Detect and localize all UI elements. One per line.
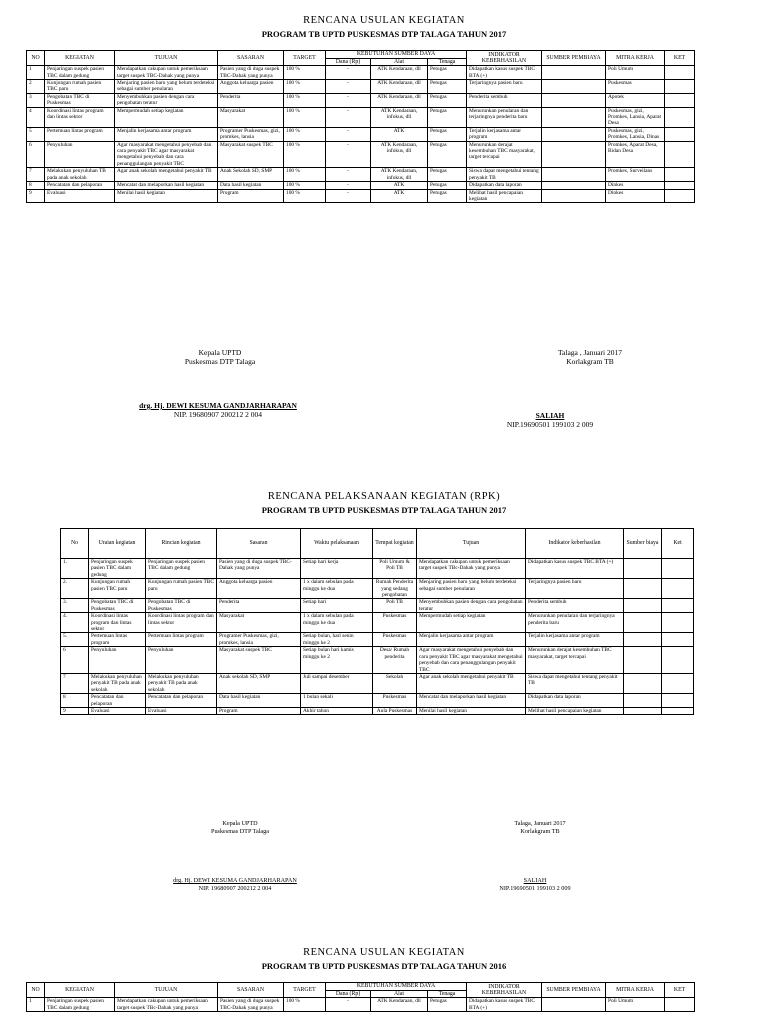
cell-dana: - <box>326 93 371 107</box>
doc1-subtitle: PROGRAM TB UPTD PUSKESMAS DTP TALAGA TAHUN 2017 <box>261 29 507 39</box>
cell-sasaran: Pasien yang di duga suspek TBC-Dahak yang punya <box>217 559 301 579</box>
cell-tujuan: Mendapatkan cakupan untuk pemeriksaan target suspek TBc-Dahak yang punya <box>417 559 526 579</box>
table-row <box>27 93 695 107</box>
cell-tujuan: Agar masyarakat mengetahui penyebab dan cara penyakit TBC agar masyarakat mengetahui penyebab dan cara penanggulangan penyakit TBC <box>417 647 526 674</box>
cell-tenaga: Petugas <box>428 168 467 182</box>
col-tujuan: TUJUAN <box>115 51 218 66</box>
cell-target: 100 % <box>284 189 326 203</box>
cell-tujuan: Menyembuhkan pasien dengan cara pengobatan teratur <box>417 599 526 613</box>
cell-sasaran: Programer Puskesmas, gizi, promkes, lansia <box>218 127 284 141</box>
cell-indikator: Melihat hasil pencapaian kegiatan <box>526 707 624 714</box>
table-row <box>61 707 694 714</box>
table-row <box>61 647 694 674</box>
cell-alat: ATK <box>371 189 428 203</box>
cell-sasaran: Data hasil kegiatan <box>218 182 284 189</box>
col-tempat: Tempat kegiatan <box>373 529 417 559</box>
cell-tenaga: Petugas <box>428 998 467 1012</box>
cell-uraian: Pencatatan dan pelaporan <box>89 694 146 708</box>
col-indikator: INDIKATOR KEBERHASILAN <box>467 51 542 66</box>
cell-ket <box>665 189 695 203</box>
col-tenaga: Tenaga <box>428 58 467 66</box>
cell-sumber <box>542 80 606 94</box>
cell-ket <box>665 998 695 1012</box>
cell-dana: - <box>326 107 371 127</box>
cell-dana: - <box>326 168 371 182</box>
col-alat: Alat <box>371 990 428 998</box>
cell-waktu: Setiap hari kerja <box>301 559 373 579</box>
table-row <box>27 80 695 94</box>
cell-ket <box>662 613 694 633</box>
cell-sumber <box>624 647 662 674</box>
cell-tujuan: Mencatat dan melaporkan hasil kegiatan <box>417 694 526 708</box>
cell-no: 1. <box>61 559 89 579</box>
cell-sumber <box>542 107 606 127</box>
cell-no: 6 <box>27 141 45 168</box>
doc2-sign-left-name <box>110 877 360 893</box>
cell-alat: ATK Kendaraan, infokus, dll <box>371 141 428 168</box>
table-row <box>61 613 694 633</box>
doc2-sign-left <box>170 820 310 836</box>
cell-ket <box>665 107 695 127</box>
cell-sasaran: Masyarakat suspek TBC <box>218 141 284 168</box>
cell-target: 100 % <box>284 107 326 127</box>
sign-role: Korlakgram TB <box>520 828 560 835</box>
signer-name: drg. Hj. DEWI KESUMA GANDJARHARAPAN <box>173 877 297 884</box>
table-row <box>61 559 694 579</box>
cell-tujuan: Mendapatkan cakupan untuk pemeriksaan target suspek TBc-Dahak yang punya <box>115 998 218 1012</box>
cell-kegiatan: Evaluasi <box>45 189 115 203</box>
col-uraian: Uraian kegiatan <box>89 529 146 559</box>
cell-indikator: Terjaringnya pasien baru <box>526 579 624 599</box>
col-sasaran: SASARAN <box>218 51 284 66</box>
cell-no: 2 <box>27 80 45 94</box>
cell-alat: ATK <box>371 127 428 141</box>
cell-ket <box>665 141 695 168</box>
cell-sumber <box>542 998 606 1012</box>
cell-tenaga: Petugas <box>428 182 467 189</box>
cell-no: 7 <box>61 673 89 693</box>
cell-kegiatan: Pengobatan TBC di Puskesmas <box>45 93 115 107</box>
cell-tujuan: Menjaring pasien baru yang belum terdeteksi sebagai sumber penularan <box>115 80 218 94</box>
col-ket: Ket <box>662 529 694 559</box>
cell-indikator: Terjalin kerjasama antar program <box>467 127 542 141</box>
col-no: NO <box>27 51 45 66</box>
cell-ket <box>662 579 694 599</box>
cell-indikator: Didapatkan kasus suspek TBC BTA (+) <box>526 559 624 579</box>
col-waktu: Waktu pelaksanaan <box>301 529 373 559</box>
cell-sasaran: Data hasil kegiatan <box>217 694 301 708</box>
cell-sumber <box>624 707 662 714</box>
cell-ket <box>662 599 694 613</box>
cell-rincian: Penyuluhan <box>146 647 217 674</box>
cell-target: 100 % <box>284 141 326 168</box>
sign-office: Puskesmas DTP Talaga <box>184 357 256 366</box>
signer-name: SALIAH <box>535 411 565 420</box>
cell-ket <box>662 707 694 714</box>
doc2-sign-right-name <box>460 877 610 893</box>
doc2-title: RENCANA PELAKSANAAN KEGIATAN (RPK) <box>267 491 501 502</box>
cell-uraian: Kunjungan rumah pasien TBC paru <box>89 579 146 599</box>
cell-dana: - <box>326 189 371 203</box>
cell-indikator: Menurunkan derajat kesembuhan TBC masyarakat, target tercapai <box>526 647 624 674</box>
cell-kegiatan: Pertemuan lintas program <box>45 127 115 141</box>
cell-alat: ATK Kendaraan, dll <box>371 998 428 1012</box>
cell-tenaga: Petugas <box>428 66 467 80</box>
cell-sumber <box>542 127 606 141</box>
cell-indikator: Siswa dapat mengetahui tentang penyakit TB <box>467 168 542 182</box>
cell-ket <box>662 647 694 674</box>
col-no: No <box>61 529 89 559</box>
cell-tempat: Rumah Penderita yang sedang pengobatan <box>373 579 417 599</box>
cell-waktu: Setiap hari <box>301 599 373 613</box>
cell-waktu: 1 x dalam sebulan pada minggu ke dua <box>301 613 373 633</box>
col-kegiatan: KEGIATAN <box>45 51 115 66</box>
col-sasaran: SASARAN <box>218 983 284 998</box>
cell-dana: - <box>326 127 371 141</box>
col-sumber: Sumber biaya <box>624 529 662 559</box>
cell-no: 7 <box>27 168 45 182</box>
doc1-sign-right-name <box>470 411 630 429</box>
cell-mitra: Puskesmas <box>606 80 665 94</box>
doc1-title: RENCANA USULAN KEGIATAN <box>303 15 465 26</box>
table-row <box>27 168 695 182</box>
col-indikator: INDIKATOR KEBERHASILAN <box>467 983 542 998</box>
cell-indikator: Didapatkan data laporan <box>526 694 624 708</box>
cell-ket <box>662 633 694 647</box>
cell-tenaga: Petugas <box>428 127 467 141</box>
cell-mitra: Promkes, Surveilans <box>606 168 665 182</box>
table-row <box>27 107 695 127</box>
cell-uraian: Penyuluhan <box>89 647 146 674</box>
cell-tenaga: Petugas <box>428 189 467 203</box>
cell-mitra: Puskesmas, gizi, Promkes, Lansia, Aparat Desa <box>606 107 665 127</box>
col-indikator: Indikator keberhasilan <box>526 529 624 559</box>
cell-tempat: Desa/ Rumah penderita <box>373 647 417 674</box>
signer-nip: NIP.19690501 199103 2 009 <box>499 885 571 892</box>
col-sumber: SUMBER PEMBIAYA <box>542 51 606 66</box>
cell-sasaran: Masyarakat <box>217 613 301 633</box>
sign-role: Korlakgram TB <box>566 357 614 366</box>
cell-sumber <box>624 559 662 579</box>
cell-waktu: 1 x dalam sebulan pada minggu ke dua <box>301 579 373 599</box>
cell-indikator: Melihat hasil pencapaian kegiatan <box>467 189 542 203</box>
cell-no: 4 <box>27 107 45 127</box>
cell-sumber <box>542 141 606 168</box>
doc1-sign-left <box>140 348 300 366</box>
cell-sasaran: Pasien yang di duga suspek TBC-Dahak yang punya <box>218 998 284 1012</box>
col-rincian: Rincian kegiatan <box>146 529 217 559</box>
cell-sasaran: Masyarakat suspek TBC <box>217 647 301 674</box>
cell-tenaga: Petugas <box>428 93 467 107</box>
cell-waktu: Setiap bulan hari kamis minggu ke 2 <box>301 647 373 674</box>
cell-target: 100 % <box>284 127 326 141</box>
table-row <box>61 599 694 613</box>
doc1-sign-left-name <box>108 401 328 419</box>
col-target: TARGET <box>284 983 326 998</box>
cell-uraian: Melakukan penyuluhan penyakit TB pada anak sekolah <box>89 673 146 693</box>
cell-tenaga: Petugas <box>428 107 467 127</box>
cell-ket <box>665 168 695 182</box>
doc3-title: RENCANA USULAN KEGIATAN <box>303 947 465 958</box>
cell-sumber <box>542 168 606 182</box>
signer-nip: NIP. 19680907 200212 2 004 <box>198 885 272 892</box>
table-row <box>61 673 694 693</box>
cell-rincian: Pertemuan lintas program <box>146 633 217 647</box>
cell-kegiatan: Penjaringan suspek pasien TBC dalam gedung <box>45 66 115 80</box>
cell-tempat: Sekolah <box>373 673 417 693</box>
cell-no: 1 <box>27 66 45 80</box>
sign-place-date: Talaga , Januari 2017 <box>557 348 623 357</box>
col-ket: KET <box>665 983 695 998</box>
cell-sasaran: Pasien yang di duga suspek TBC-Dahak yang punya <box>218 66 284 80</box>
table-row <box>27 127 695 141</box>
cell-sumber <box>624 633 662 647</box>
col-no: NO <box>27 983 45 998</box>
signer-name: SALIAH <box>523 877 547 884</box>
table-row <box>27 189 695 203</box>
cell-indikator: Menurunkan penularan dan terjaringnya penderita baru <box>467 107 542 127</box>
sign-place-date: Talaga, Januari 2017 <box>514 820 566 827</box>
cell-uraian: Pertemuan lintas program <box>89 633 146 647</box>
cell-indikator: Penderita sembuh <box>526 599 624 613</box>
col-kebutuhan: KEBUTUHAN SUMBER DAYA <box>326 983 467 991</box>
cell-tujuan: Mendapatkan cakupan untuk pemeriksaan target suspek TBC-Dahak yang punya <box>115 66 218 80</box>
cell-alat: ATK Kendaraan, infokus, dll <box>371 107 428 127</box>
cell-tempat: Puskesmas <box>373 633 417 647</box>
cell-target: 100 % <box>284 66 326 80</box>
cell-target: 100 % <box>284 168 326 182</box>
cell-sumber <box>542 182 606 189</box>
cell-tempat: Poli TB <box>373 599 417 613</box>
cell-mitra: Dinkes <box>606 182 665 189</box>
signer-nip: NIP.19690501 199103 2 009 <box>506 420 594 429</box>
cell-tempat: Puskesmas <box>373 694 417 708</box>
cell-alat: ATK Kendaraan, infokus, dll <box>371 168 428 182</box>
cell-tujuan: Menyembuhkan pasien dengan cara pengobatan teratur <box>115 93 218 107</box>
cell-sumber <box>624 579 662 599</box>
col-kegiatan: KEGIATAN <box>45 983 115 998</box>
cell-sumber <box>624 613 662 633</box>
signer-nip: NIP. 19680907 200212 2 004 <box>173 410 263 419</box>
cell-no: 5 <box>27 127 45 141</box>
col-tujuan: Tujuan <box>417 529 526 559</box>
cell-no: 4. <box>61 613 89 633</box>
col-dana: Dana (Rp) <box>326 58 371 66</box>
cell-kegiatan: Melakukan penyuluhan TB pada anak sekolah <box>45 168 115 182</box>
sign-title: Kepala UPTD <box>222 820 258 827</box>
cell-no: 8 <box>61 694 89 708</box>
cell-uraian: Koordinasi lintas program dan lintas sektor <box>89 613 146 633</box>
cell-rincian: Penjaringan suspek pasien TBC dalam gedung <box>146 559 217 579</box>
cell-kegiatan: Koordinasi lintas program dan lintas sektor <box>45 107 115 127</box>
cell-no: 2. <box>61 579 89 599</box>
cell-rincian: Pengobatan TBC di Puskesmas <box>146 599 217 613</box>
cell-sasaran: Anak sekolah SD, SMP <box>217 673 301 693</box>
cell-indikator: Siswa dapat mengetahui tentang penyakit TB <box>526 673 624 693</box>
col-mitra: MITRA KERJA <box>606 983 665 998</box>
cell-indikator: Menurunkan penularan dan terjaringnya penderita baru <box>526 613 624 633</box>
table-row <box>27 141 695 168</box>
cell-dana: - <box>326 141 371 168</box>
cell-target: 100 % <box>284 93 326 107</box>
signer-name: drg. Hj. DEWI KESUMA GANDJARHARAPAN <box>139 401 297 410</box>
cell-ket <box>665 80 695 94</box>
doc1-sign-right <box>520 348 660 366</box>
doc1-table <box>26 50 695 203</box>
cell-ket <box>665 127 695 141</box>
doc3-table <box>26 982 695 1012</box>
cell-tempat: Aula Puskesmas <box>373 707 417 714</box>
cell-dana: - <box>326 66 371 80</box>
cell-no: 1 <box>27 998 45 1012</box>
table-row <box>61 579 694 599</box>
cell-sumber <box>624 599 662 613</box>
cell-uraian: Penjaringan suspek pasien TBC dalam gedung <box>89 559 146 579</box>
cell-waktu: 1 bulan sekali <box>301 694 373 708</box>
doc2-table <box>60 528 694 715</box>
cell-sumber <box>624 694 662 708</box>
col-ket: KET <box>665 51 695 66</box>
cell-no: 6 <box>61 647 89 674</box>
cell-tempat: Poli Umum & Poli TB <box>373 559 417 579</box>
cell-kegiatan: Penyuluhan <box>45 141 115 168</box>
cell-no: 3. <box>61 599 89 613</box>
cell-indikator: Terjalin kerjasama antar program <box>526 633 624 647</box>
col-mitra: MITRA KERJA <box>606 51 665 66</box>
cell-rincian: Koordinasi lintas program dan lintas sektor <box>146 613 217 633</box>
col-sasaran: Sasaran <box>217 529 301 559</box>
cell-uraian: Evaluasi <box>89 707 146 714</box>
cell-tujuan: Agar anak sekolah mengetahui penyakit TB <box>115 168 218 182</box>
cell-rincian: Evaluasi <box>146 707 217 714</box>
table-row <box>27 66 695 80</box>
cell-indikator: Menurunkan derajat kesembuhan TBC masyarakat, target tercapai <box>467 141 542 168</box>
cell-tujuan: Menjaring pasien baru yang belum terdeteksi sebagai sumber penularan <box>417 579 526 599</box>
table-row <box>27 998 695 1012</box>
cell-ket <box>665 66 695 80</box>
cell-ket <box>662 673 694 693</box>
cell-sasaran: Penderita <box>217 599 301 613</box>
cell-mitra: Poli Umum <box>606 66 665 80</box>
cell-indikator: Terjaringnya pasien baru <box>467 80 542 94</box>
cell-ket <box>662 694 694 708</box>
cell-rincian: Pencatatan dan pelaporan <box>146 694 217 708</box>
cell-target: 100 % <box>284 80 326 94</box>
col-dana: Dana (Rp) <box>326 990 371 998</box>
cell-alat: ATK <box>371 182 428 189</box>
cell-alat: ATK Kendaraan, dll <box>371 80 428 94</box>
cell-target: 100 % <box>284 182 326 189</box>
cell-mitra: Puskesmas, gizi, Promkes, Lansia, Dinas <box>606 127 665 141</box>
cell-kegiatan: Pencatatan dan pelaporan <box>45 182 115 189</box>
cell-tujuan: Menjalin kerjasama antar program <box>115 127 218 141</box>
col-alat: Alat <box>371 58 428 66</box>
cell-dana: - <box>326 998 371 1012</box>
cell-dana: - <box>326 182 371 189</box>
cell-waktu: Setiap bulan, hari senin minggu ke 2 <box>301 633 373 647</box>
col-sumber: SUMBER PEMBIAYA <box>542 983 606 998</box>
cell-sumber <box>542 93 606 107</box>
cell-alat: ATK Kendaraan, dll <box>371 66 428 80</box>
cell-tujuan: Menilai hasil kegiatan <box>417 707 526 714</box>
cell-sasaran: Anak Sekolah SD, SMP <box>218 168 284 182</box>
col-tujuan: TUJUAN <box>115 983 218 998</box>
cell-sumber <box>542 66 606 80</box>
cell-indikator: Didapatkan kasus suspek TBC BTA (+) <box>467 66 542 80</box>
cell-tujuan: Menjalin kerjasama antar program <box>417 633 526 647</box>
cell-no: 3 <box>27 93 45 107</box>
cell-rincian: Kunjungan rumah pasien TBC paru <box>146 579 217 599</box>
cell-ket <box>665 93 695 107</box>
cell-tempat: Puskesmas <box>373 613 417 633</box>
cell-tujuan: Menilai hasil kegiatan <box>115 189 218 203</box>
col-target: TARGET <box>284 51 326 66</box>
cell-indikator: Didapatkan kasus suspek TBC BTA (+) <box>467 998 542 1012</box>
cell-sumber <box>624 673 662 693</box>
cell-kegiatan: Penjaringan suspek pasien TBC dalam gedung <box>45 998 115 1012</box>
cell-waktu: Akhir tahun <box>301 707 373 714</box>
cell-target: 100 % <box>284 998 326 1012</box>
cell-sasaran: Program <box>218 189 284 203</box>
col-tenaga: Tenaga <box>428 990 467 998</box>
cell-ket <box>662 559 694 579</box>
table-row <box>61 694 694 708</box>
cell-mitra: Poli Umum <box>606 998 665 1012</box>
doc3-subtitle: PROGRAM TB UPTD PUSKESMAS DTP TALAGA TAHUN 2016 <box>261 961 507 971</box>
cell-uraian: Pengobatan TBC di Puskesmas <box>89 599 146 613</box>
table-row <box>61 633 694 647</box>
cell-tujuan: Mempermudah setiap kegiatan <box>115 107 218 127</box>
sign-office: Puskesmas DTP Talaga <box>211 828 269 835</box>
cell-sasaran: Program <box>217 707 301 714</box>
cell-no: 8 <box>27 182 45 189</box>
cell-tenaga: Petugas <box>428 141 467 168</box>
cell-no: 9 <box>27 189 45 203</box>
cell-ket <box>665 182 695 189</box>
cell-sasaran: Masyarakat <box>218 107 284 127</box>
cell-mitra: Apotek <box>606 93 665 107</box>
cell-alat: ATK Kendaraan, dll <box>371 93 428 107</box>
cell-mitra: Dinkes <box>606 189 665 203</box>
cell-sasaran: Penderita <box>218 93 284 107</box>
cell-rincian: Melakukan penyuluhan penyakit TB pada anak sekolah <box>146 673 217 693</box>
cell-no: 5. <box>61 633 89 647</box>
cell-tujuan: Agar masyarakat mengetahui penyebab dan cara penyakit TBC agar masyarakat mengetahui penyebab dan cara penanggulangan penyakit TBC <box>115 141 218 168</box>
cell-sumber <box>542 189 606 203</box>
sign-title: Kepala UPTD <box>198 348 242 357</box>
doc2-subtitle: PROGRAM TB UPTD PUSKESMAS DTP TALAGA TAHUN 2017 <box>261 505 507 515</box>
cell-indikator: Penderita sembuh <box>467 93 542 107</box>
cell-indikator: Didapatkan data laporan <box>467 182 542 189</box>
cell-waktu: Juli sampai desember <box>301 673 373 693</box>
cell-sasaran: Anggota keluarga pasien <box>218 80 284 94</box>
table-row <box>27 182 695 189</box>
cell-mitra: Promkes, Aparat Desa, Bidan Desa <box>606 141 665 168</box>
cell-sasaran: Anggota keluarga pasien <box>217 579 301 599</box>
doc2-sign-right <box>470 820 610 836</box>
cell-dana: - <box>326 80 371 94</box>
cell-no: 9 <box>61 707 89 714</box>
cell-tujuan: Mempermudah setiap kegiatan <box>417 613 526 633</box>
cell-sasaran: Programer Puskesmas, gizi, promkes, lansia <box>217 633 301 647</box>
cell-tujuan: Agar anak sekolah mengetahui penyakit TB <box>417 673 526 693</box>
cell-tenaga: Petugas <box>428 80 467 94</box>
cell-tujuan: Mencatat dan melaporkan hasil kegiatan <box>115 182 218 189</box>
col-kebutuhan: KEBUTUHAN SUMBER DAYA <box>326 51 467 59</box>
cell-kegiatan: Kunjungan rumah pasien TBC paru <box>45 80 115 94</box>
